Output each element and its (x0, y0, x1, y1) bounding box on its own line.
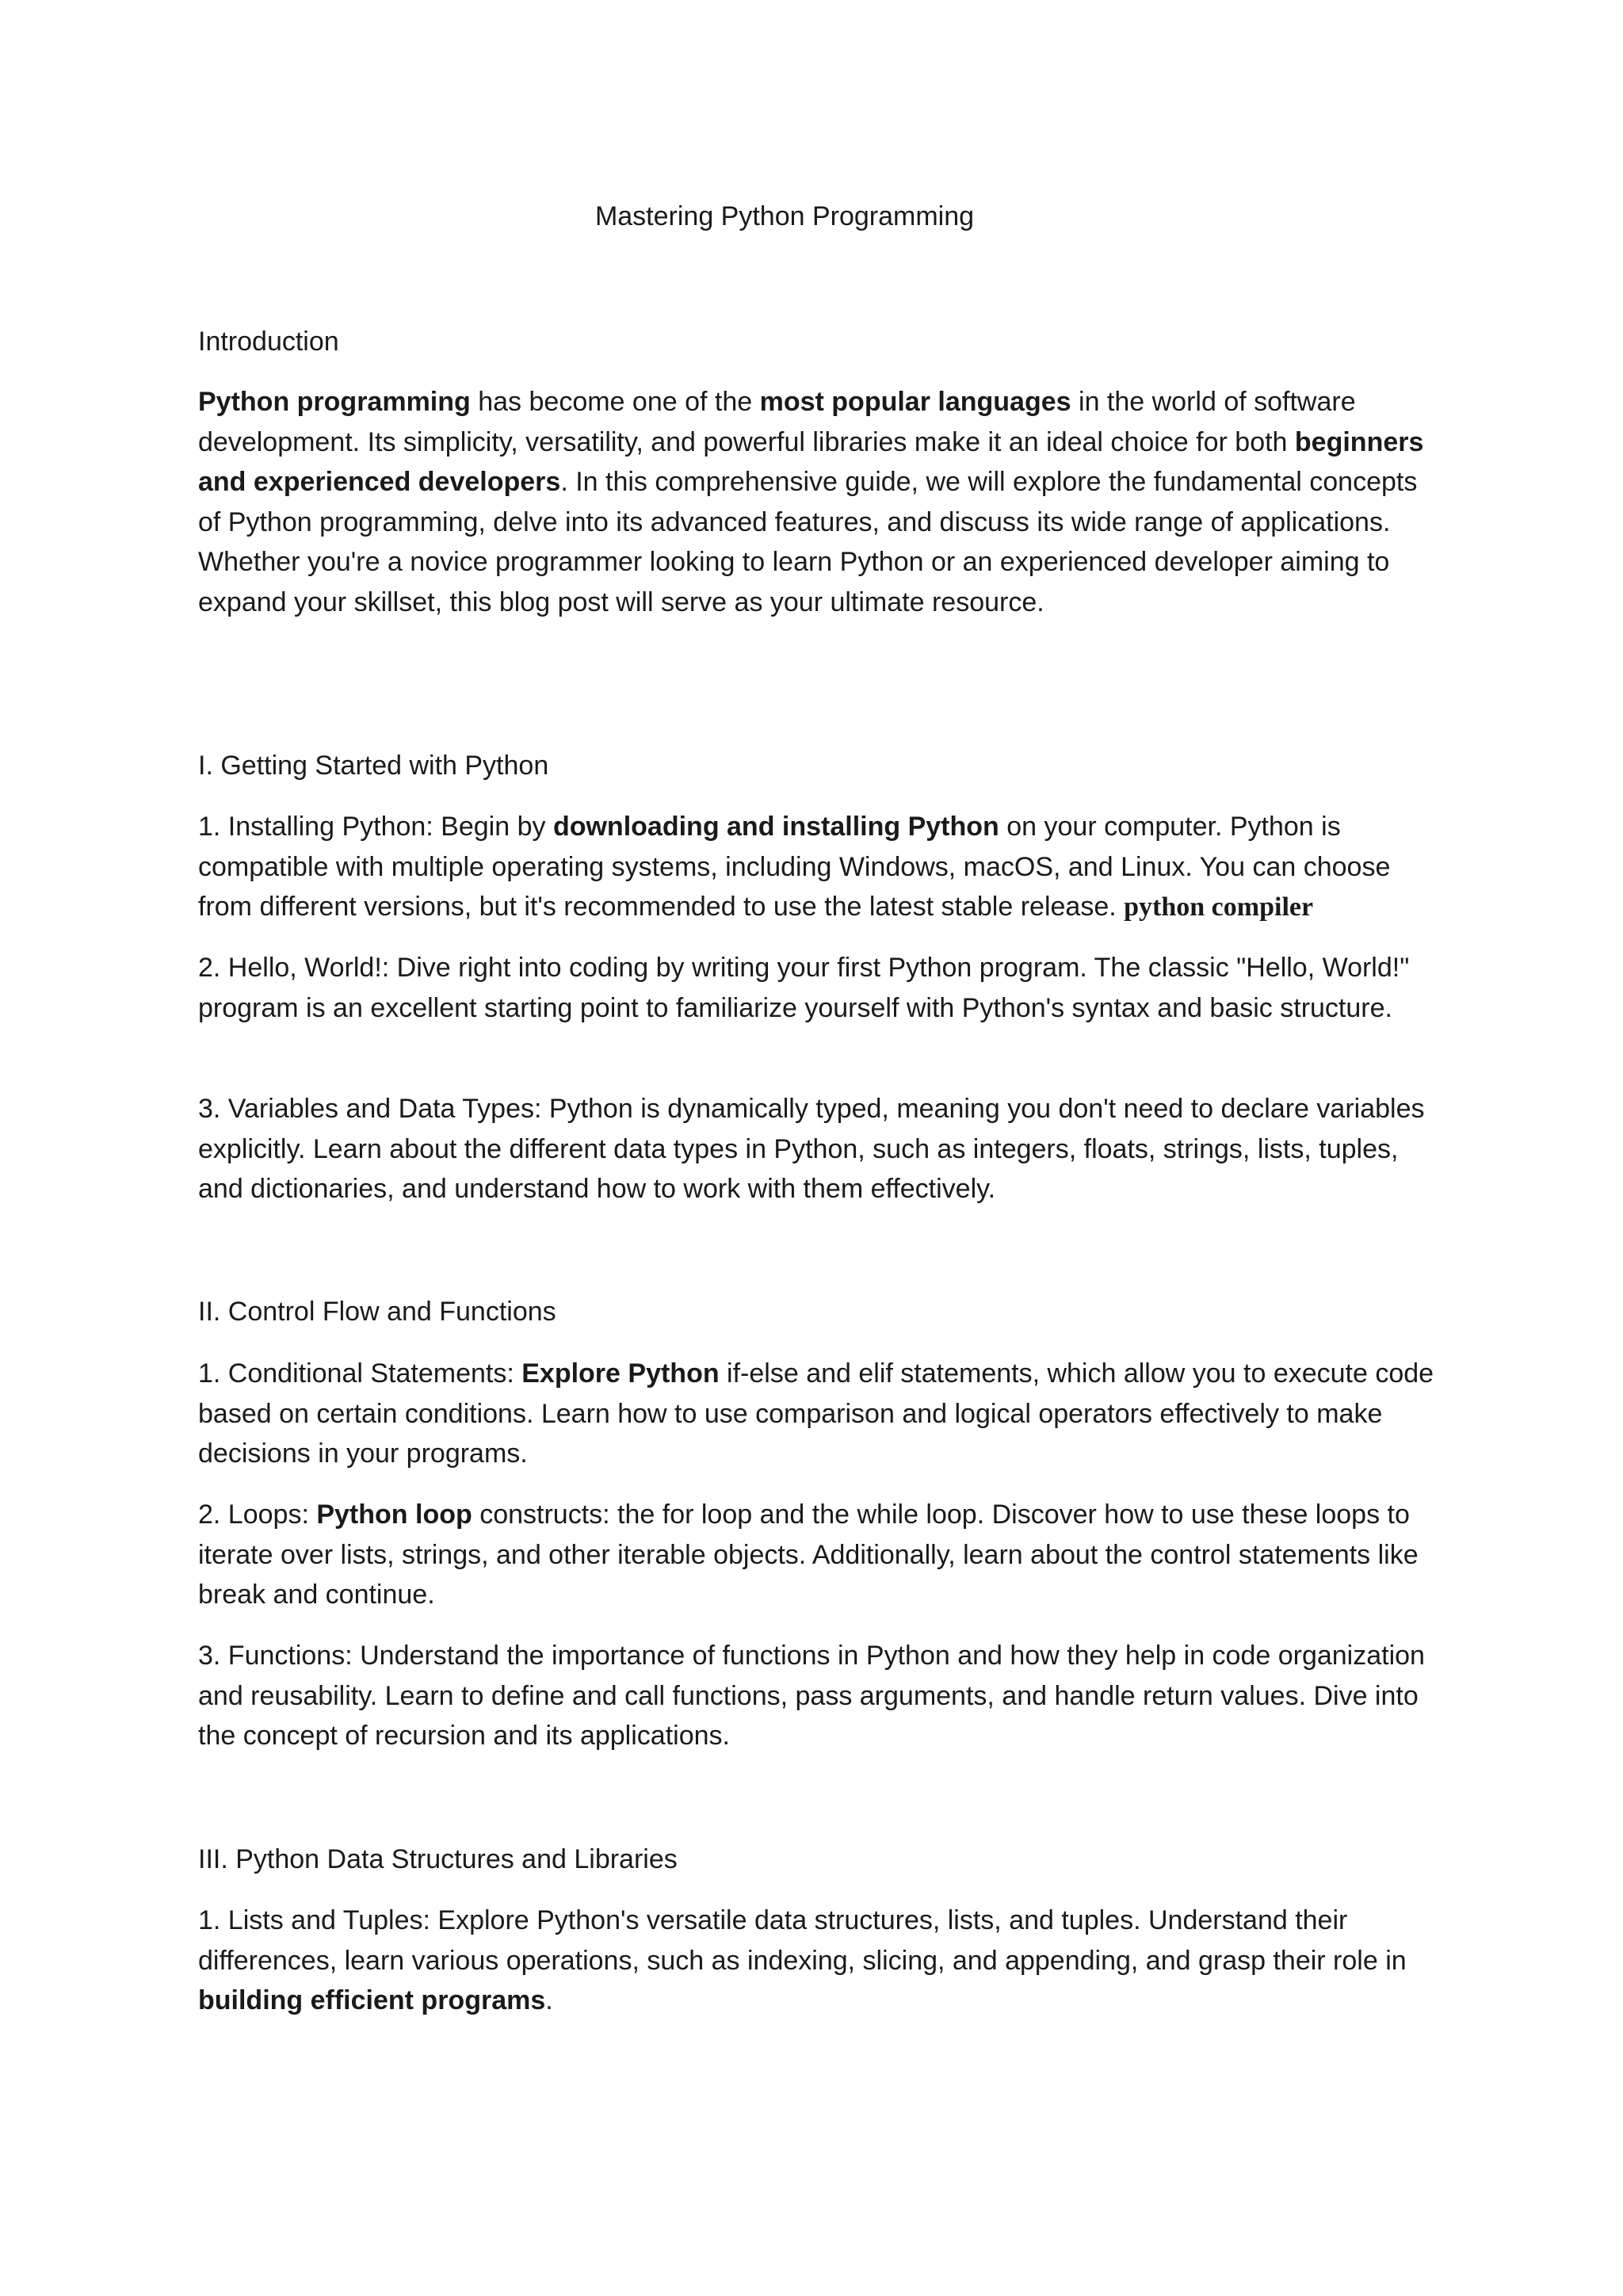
paragraph-text: constructs: the for loop and the while loop. Discover how to use these loops to iterate over lists, strings, and other iterable objects. Additionally, learn about the control statements like break and continue. (198, 1499, 1419, 1610)
python-compiler-link-text: python compiler (1124, 892, 1314, 922)
bold-text: Python loop (316, 1499, 472, 1530)
paragraph-text: 2. Loops: (198, 1499, 317, 1530)
paragraph-text: has become one of the (470, 387, 760, 417)
section-heading-introduction: Introduction (198, 327, 339, 357)
paragraph-text: 2. Hello, World!: Dive right into coding by writing your first Python program. The classic "Hello, World!" program is an excellent starting point to familiarize yourself with Python's syntax and basic structure. (198, 953, 1410, 1023)
paragraph-text: 1. Lists and Tuples: Explore Python's versatile data structures, lists, and tuples. Understand their differences, learn various operations, such as indexing, slicing, and appending, and grasp their role in (198, 1905, 1407, 1976)
paragraph-text: . (545, 1985, 553, 2015)
paragraph-text: if-else and elif statements, which allow you to execute code based on certain conditions. Learn how to use comparison and logical operators effectively to make decisions in your programs. (198, 1358, 1434, 1469)
section-heading-data-structures: III. Python Data Structures and Libraries (198, 1844, 678, 1874)
paragraph-text: on your computer. Python is compatible with multiple operating systems, including Windows, macOS, and Linux. You can choose from different versions, but it's recommended to use the latest stable release. (198, 812, 1391, 922)
loops-paragraph (198, 1495, 1434, 1615)
bold-text: Explore Python (521, 1358, 720, 1389)
section-heading-getting-started: I. Getting Started with Python (198, 751, 549, 781)
paragraph-text: 3. Functions: Understand the importance of functions in Python and how they help in code organization and reusability. Learn to define and call functions, pass arguments, and handle return values. Dive into the concept of recursion and its applications. (198, 1641, 1425, 1751)
bold-text: beginners and experienced developers (198, 426, 1424, 497)
paragraph-text: 1. Installing Python: Begin by (198, 812, 553, 842)
hello-world-paragraph (198, 948, 1434, 1028)
lists-tuples-paragraph (198, 1901, 1434, 2021)
paragraph-text: in the world of software development. Its simplicity, versatility, and powerful libraries make it an ideal choice for both (198, 387, 1356, 457)
bold-text: Python programming (198, 387, 471, 417)
document-title: Mastering Python Programming (594, 201, 975, 231)
installing-python-paragraph (198, 807, 1434, 928)
paragraph-text: 3. Variables and Data Types: Python is dynamically typed, meaning you don't need to declare variables explicitly. Learn about the different data types in Python, such as integers, floats, strings, lists, tuples, and dictionaries, and understand how to work with them effectively. (198, 1094, 1425, 1204)
paragraph-text: . In this comprehensive guide, we will explore the fundamental concepts of Python programming, delve into its advanced features, and discuss its wide range of applications. Whether you're a novice programmer looking to learn Python or an experienced developer aiming to expand your skillset, this blog post will serve as your ultimate resource. (198, 467, 1418, 617)
conditional-statements-paragraph (198, 1354, 1434, 1474)
variables-paragraph (198, 1089, 1434, 1209)
intro-paragraph (198, 382, 1434, 622)
section-heading-control-flow: II. Control Flow and Functions (198, 1297, 556, 1327)
paragraph-text: 1. Conditional Statements: (198, 1358, 522, 1389)
bold-text: downloading and installing Python (552, 812, 999, 842)
bold-text: most popular languages (759, 387, 1071, 417)
functions-paragraph (198, 1636, 1434, 1756)
bold-text: building efficient programs (198, 1985, 546, 2015)
